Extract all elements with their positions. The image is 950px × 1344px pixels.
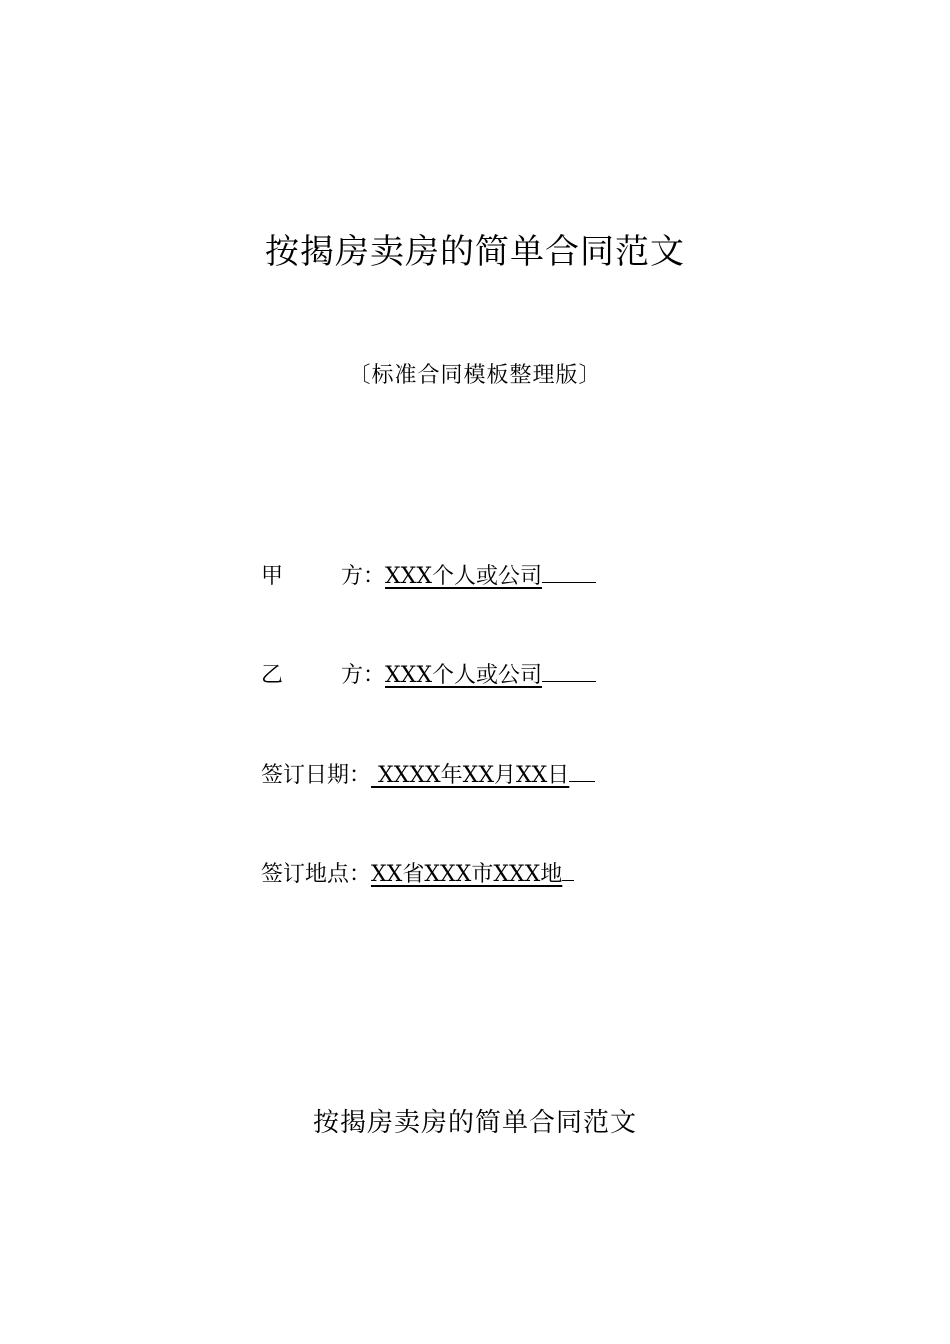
party-a-value-text: XXX个人或公司 — [385, 564, 542, 589]
party-b-label-suffix: 方： — [340, 663, 385, 688]
sign-place-value-text: XX省XXX市XXX地 — [371, 862, 563, 887]
document-subtitle: 〔标准合同模板整理版〕 — [348, 363, 602, 388]
party-b-value-text: XXX个人或公司 — [385, 663, 542, 688]
party-b-value — [385, 659, 596, 691]
party-b-blank-line — [542, 659, 596, 682]
sign-date-value — [371, 759, 595, 791]
document-title: 按揭房卖房的简单合同范文 — [265, 232, 685, 272]
party-a-label — [261, 562, 385, 592]
sign-place-field — [261, 858, 574, 890]
party-b-field — [261, 659, 596, 691]
sign-date-value-text: XXXX年XX月XX日 — [371, 763, 570, 788]
party-b-label-char: 乙 — [261, 663, 284, 688]
body-heading: 按揭房卖房的简单合同范文 — [312, 1108, 637, 1138]
party-a-blank-line — [542, 560, 596, 583]
party-b-label — [261, 661, 385, 691]
party-a-label-suffix: 方： — [340, 564, 385, 589]
sign-place-blank-line — [562, 858, 574, 881]
party-a-field — [261, 560, 596, 592]
party-a-label-char: 甲 — [261, 564, 284, 589]
sign-date-field — [261, 759, 595, 791]
sign-place-value — [371, 858, 574, 890]
party-a-value — [385, 560, 596, 592]
sign-date-label: 签订日期： — [261, 763, 372, 788]
sign-place-label: 签订地点： — [261, 862, 372, 887]
sign-date-blank-line — [569, 759, 595, 782]
